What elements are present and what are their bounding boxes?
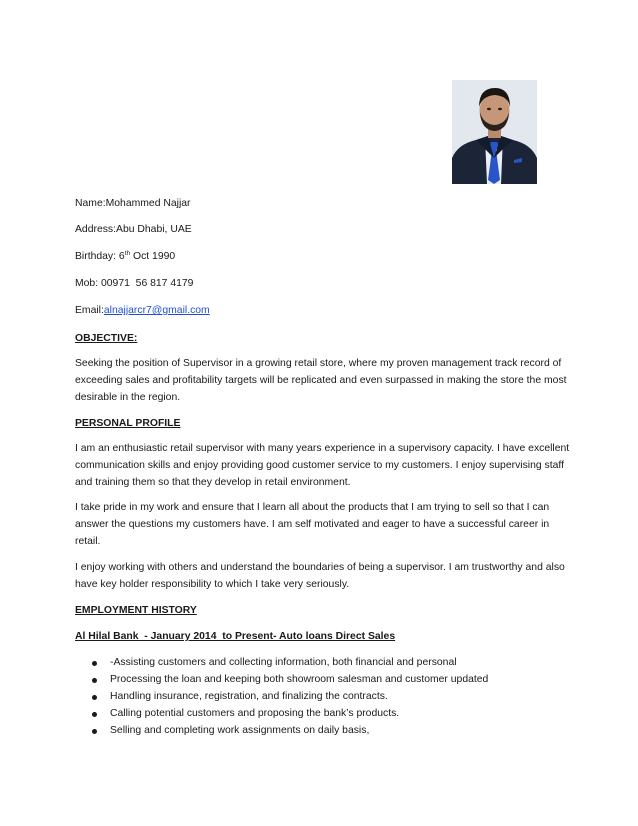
list-item	[75, 705, 570, 722]
duty-text: Calling potential customers and proposing the bank’s products.	[110, 708, 400, 719]
profile-paragraph-3: I enjoy working with others and understand the boundaries of being a supervisor. I am trustworthy and also have key holder responsibility to which I take very seriously.	[75, 562, 565, 590]
bullet-icon	[92, 661, 97, 666]
birthday-label: Birthday:	[75, 251, 117, 262]
address-line	[75, 221, 192, 238]
duties-list	[75, 654, 570, 739]
name-label: Name:	[75, 198, 106, 209]
address-value: Abu Dhabi, UAE	[116, 224, 192, 235]
bullet-icon	[92, 695, 97, 700]
profile-paragraph-1: I am an enthusiastic retail supervisor with many years experience in a supervisory capacity. I have excellent communication skills and enjoy providing good customer service to my customers. I enjoy supervising staff and training them so that they develop in retail environment.	[75, 443, 570, 488]
birthday-day: 6	[118, 251, 125, 262]
duty-text: -Assisting customers and collecting information, both financial and personal	[110, 657, 457, 668]
personal-profile-heading: PERSONAL PROFILE	[75, 418, 181, 429]
birthday-line	[75, 248, 175, 265]
birthday-suffix: th	[124, 250, 131, 257]
name-value: Mohammed Najjar	[105, 198, 191, 209]
email-line	[75, 302, 210, 319]
bullet-icon	[92, 712, 97, 717]
profile-photo-drawing	[452, 80, 537, 184]
objective-heading: OBJECTIVE:	[75, 333, 138, 344]
job-title: Al Hilal Bank - January 2014 to Present- Auto loans Direct Sales	[75, 631, 396, 642]
address-label: Address:	[75, 224, 117, 235]
list-item	[75, 671, 570, 688]
profile-photo	[452, 80, 537, 184]
mobile-value: 00971 56 817 4179	[101, 278, 194, 289]
duty-text: Handling insurance, registration, and finalizing the contracts.	[110, 691, 388, 702]
duty-text: Processing the loan and keeping both showroom salesman and customer updated	[110, 674, 489, 685]
objective-text: Seeking the position of Supervisor in a growing retail store, where my proven management track record of exceeding sales and profitability targets will be replicated and even surpassed in making the store the most desirable in the region.	[75, 358, 567, 403]
mobile-label: Mob:	[75, 278, 99, 289]
list-item	[75, 688, 570, 705]
duty-text: Selling and completing work assignments on daily basis,	[110, 725, 370, 736]
profile-paragraph-2: I take pride in my work and ensure that I learn all about the products that I am trying to sell so that I can answer the questions my customers have. I am self motivated and eager to have a successful career in retail.	[75, 502, 550, 547]
name-line	[75, 195, 191, 212]
employment-history-heading: EMPLOYMENT HISTORY	[75, 605, 197, 616]
bullet-icon	[92, 678, 97, 683]
birthday-rest: Oct 1990	[133, 251, 176, 262]
mobile-line	[75, 275, 193, 292]
email-label: Email:	[75, 305, 104, 316]
email-link[interactable]: alnajjarcr7@gmail.com	[103, 305, 210, 316]
list-item	[75, 722, 570, 739]
list-item	[75, 654, 570, 671]
bullet-icon	[92, 729, 97, 734]
